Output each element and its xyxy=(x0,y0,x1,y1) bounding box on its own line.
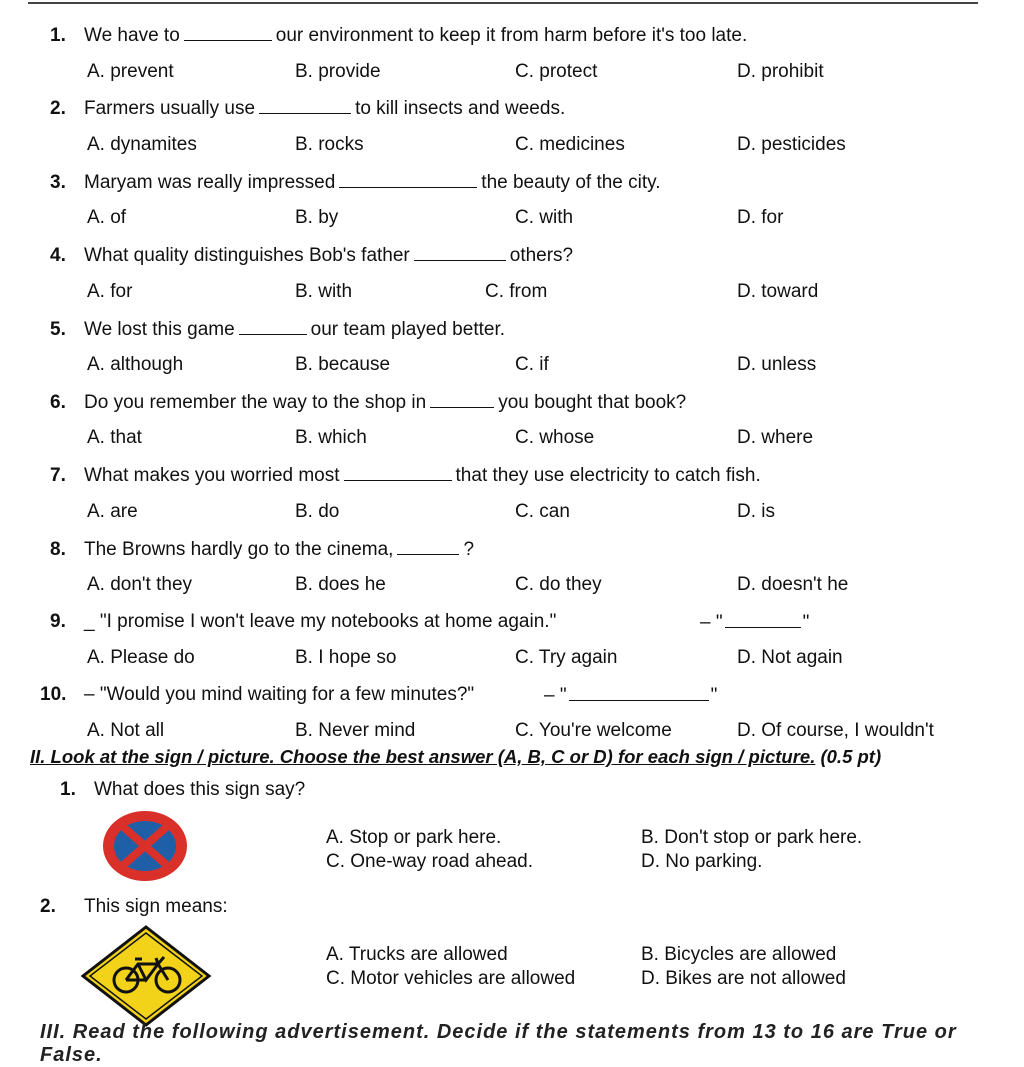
option-c[interactable]: C. from xyxy=(485,281,548,302)
option-c[interactable]: C. do they xyxy=(515,574,602,595)
question-9: 9. _ "I promise I won't leave my notebooks at home again." xyxy=(50,611,557,632)
sign-question-2: 2. This sign means: xyxy=(40,896,228,917)
answer-blank[interactable] xyxy=(725,611,801,628)
option-b[interactable]: B. Bicycles are allowed xyxy=(641,944,837,965)
question-10: 10. – "Would you mind waiting for a few minutes?" xyxy=(40,684,475,705)
options-row xyxy=(0,207,1024,233)
response-10: – " " xyxy=(544,685,718,706)
next-section-heading-cut: III. Read the following advertisement. Decide if the statements from 13 to 16 are True or False. xyxy=(40,1021,957,1066)
option-a[interactable]: A. Not all xyxy=(87,720,165,741)
top-rule xyxy=(28,2,978,4)
option-b[interactable]: B. does he xyxy=(295,574,386,595)
options-row xyxy=(0,574,1024,600)
option-b[interactable]: B. Don't stop or park here. xyxy=(641,827,863,848)
options-row xyxy=(0,281,1024,307)
option-d[interactable]: D. for xyxy=(737,207,784,228)
question-5: 5. We lost this game our team played better. xyxy=(50,319,505,340)
option-d[interactable]: D. where xyxy=(737,427,814,448)
option-d[interactable]: D. Not again xyxy=(737,647,843,668)
option-a[interactable]: A. don't they xyxy=(87,574,193,595)
option-b[interactable]: B. I hope so xyxy=(295,647,397,668)
answer-blank[interactable] xyxy=(239,318,307,335)
option-a[interactable]: A. Please do xyxy=(87,647,195,668)
sign-question-1: 1. What does this sign say? xyxy=(60,779,306,800)
option-c[interactable]: C. Try again xyxy=(515,647,618,668)
option-d[interactable]: D. pesticides xyxy=(737,134,846,155)
option-a[interactable]: A. dynamites xyxy=(87,134,197,155)
option-c[interactable]: C. can xyxy=(515,501,570,522)
no-stopping-sign-icon xyxy=(100,808,190,884)
option-d[interactable]: D. is xyxy=(737,501,775,522)
option-d[interactable]: D. unless xyxy=(737,354,817,375)
answer-blank[interactable] xyxy=(397,538,459,555)
option-c[interactable]: C. whose xyxy=(515,427,595,448)
bicycle-sign-icon xyxy=(80,924,212,1028)
answer-blank[interactable] xyxy=(430,391,494,408)
options-row xyxy=(0,134,1024,160)
answer-blank[interactable] xyxy=(414,244,506,261)
option-d[interactable]: D. Of course, I wouldn't xyxy=(737,720,934,741)
response-9: – " " xyxy=(700,612,810,633)
section-2-heading: II. Look at the sign / picture. Choose the best answer (A, B, C or D) for each sign / picture. (0.5 pt) xyxy=(30,746,882,767)
question-1: 1. We have to our environment to keep it from harm before it's too late. xyxy=(50,25,748,46)
answer-blank[interactable] xyxy=(184,24,272,41)
option-a[interactable]: A. are xyxy=(87,501,138,522)
option-d[interactable]: D. Bikes are not allowed xyxy=(641,968,846,989)
question-8: 8. The Browns hardly go to the cinema, ? xyxy=(50,539,475,560)
option-c[interactable]: C. with xyxy=(515,207,574,228)
option-b[interactable]: B. which xyxy=(295,427,367,448)
option-b[interactable]: B. by xyxy=(295,207,339,228)
option-a[interactable]: A. of xyxy=(87,207,127,228)
option-b[interactable]: B. Never mind xyxy=(295,720,416,741)
answer-blank[interactable] xyxy=(259,97,351,114)
option-b[interactable]: B. rocks xyxy=(295,134,364,155)
options-row xyxy=(0,647,1024,673)
option-c[interactable]: C. Motor vehicles are allowed xyxy=(326,968,576,989)
option-b[interactable]: B. because xyxy=(295,354,391,375)
options-row xyxy=(0,720,1024,746)
option-c[interactable]: C. You're welcome xyxy=(515,720,672,741)
question-4: 4. What quality distinguishes Bob's father others? xyxy=(50,245,574,266)
option-d[interactable]: D. doesn't he xyxy=(737,574,849,595)
question-6: 6. Do you remember the way to the shop in you bought that book? xyxy=(50,392,687,413)
options-row xyxy=(0,354,1024,380)
option-b[interactable]: B. provide xyxy=(295,61,381,82)
answer-blank[interactable] xyxy=(569,684,709,701)
options-row xyxy=(0,427,1024,453)
option-c[interactable]: C. medicines xyxy=(515,134,625,155)
option-a[interactable]: A. for xyxy=(87,281,133,302)
option-a[interactable]: A. prevent xyxy=(87,61,174,82)
question-3: 3. Maryam was really impressed the beauty of the city. xyxy=(50,172,661,193)
option-d[interactable]: D. toward xyxy=(737,281,819,302)
question-2: 2. Farmers usually use to kill insects and weeds. xyxy=(50,98,566,119)
option-a[interactable]: A. Trucks are allowed xyxy=(326,944,508,965)
option-a[interactable]: A. Stop or park here. xyxy=(326,827,502,848)
sign-diamond xyxy=(83,927,209,1025)
option-a[interactable]: A. although xyxy=(87,354,184,375)
option-a[interactable]: A. that xyxy=(87,427,142,448)
option-b[interactable]: B. with xyxy=(295,281,353,302)
options-row xyxy=(0,501,1024,527)
question-7: 7. What makes you worried most that they use electricity to catch fish. xyxy=(50,465,761,486)
option-c[interactable]: C. One-way road ahead. xyxy=(326,851,534,872)
option-b[interactable]: B. do xyxy=(295,501,340,522)
option-c[interactable]: C. if xyxy=(515,354,549,375)
options-row xyxy=(0,61,1024,87)
answer-blank[interactable] xyxy=(344,464,452,481)
option-d[interactable]: D. prohibit xyxy=(737,61,824,82)
option-d[interactable]: D. No parking. xyxy=(641,851,763,872)
option-c[interactable]: C. protect xyxy=(515,61,598,82)
answer-blank[interactable] xyxy=(339,171,477,188)
